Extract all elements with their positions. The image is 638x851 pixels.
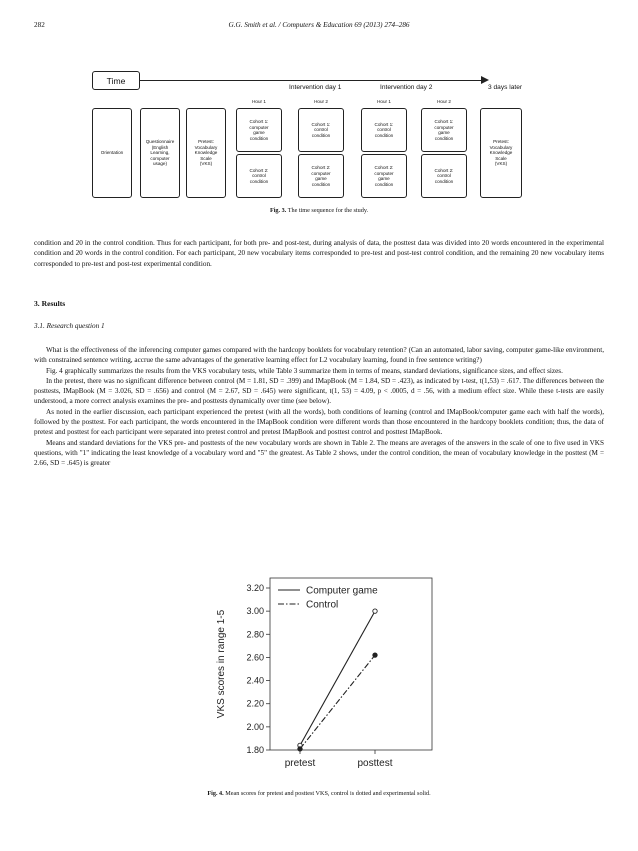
day1-hour1-cohort1-box: Cohort 1: computer game condition bbox=[236, 108, 282, 152]
paragraph-5: As noted in the earlier discussion, each participant experienced the pretest (with all the words), both conditions of learning (control and IMapBook/computer game each with half the words), followed by the posttest. For each participant, the words encountered in the IMapBook condition were different words than those encountered in the hardcopy booklets condition; thus, the data of pretest and posttest for each participant were separated into pretest control and pretest IMapBook and posttest control and posttest IMapBook. bbox=[34, 407, 604, 437]
figure-4-chart bbox=[200, 570, 440, 780]
paragraph-continuation bbox=[34, 238, 604, 269]
subsection-heading: 3.1. Research question 1 bbox=[34, 322, 105, 330]
y-tick-label: 2.40 bbox=[246, 675, 264, 686]
day1-hour2-cohort1-box: Cohort 1: control condition bbox=[298, 108, 344, 152]
y-axis-label: VKS scores in range 1-5 bbox=[216, 609, 227, 719]
paragraph-4: In the pretest, there was no significant difference between control (M = 1.81, SD = .399) and IMapBook (M = 1.84, SD = .423), as indicated by t-test, t(1,53) = .617. The differences between the posttests, IMapBook (M = 3.026, SD = .656) and control (M = 2.67, SD = .645) were significant, t(1, 53) = 4.09, p < .0005, d = .56, with a medium effect size. While these t-tests are easily understood, a more correct analysis examines the pre- and posttests dynamically over time (see below). bbox=[34, 376, 604, 406]
day1-hour2-cohort2-box: Cohort 2: computer game condition bbox=[298, 154, 344, 198]
x-tick-label: posttest bbox=[357, 758, 393, 769]
figure-3-time-sequence bbox=[92, 68, 548, 200]
day2-hour1-label: Hour 1 bbox=[377, 99, 391, 104]
intervention-day2-label: Intervention day 2 bbox=[380, 84, 433, 91]
chart-svg bbox=[200, 570, 440, 780]
paragraph-3: Fig. 4 graphically summarizes the results from the VKS vocabulary tests, while Table 3 summarize them in terms of means, standard deviations, significance sizes, and effect sizes. bbox=[46, 366, 563, 375]
pretest-box: Pretest: Vocabulary Knowledge Scale (VKS) bbox=[186, 108, 226, 198]
figure-4-caption bbox=[0, 790, 638, 797]
series-0-point-1 bbox=[373, 609, 377, 613]
questionnaire-box: Questionnaire (English Learning, computer usage) bbox=[140, 108, 180, 198]
y-tick-label: 2.20 bbox=[246, 698, 264, 709]
time-arrow-line bbox=[140, 80, 486, 81]
y-tick-label: 2.00 bbox=[246, 721, 264, 732]
three-days-later-label: 3 days later bbox=[488, 84, 523, 91]
y-tick-label: 3.20 bbox=[246, 583, 264, 593]
paragraph-2: What is the effectiveness of the inferencing computer games compared with the hardcopy booklets for vocabulary retention? (Can an automated, labor saving, computer game-like environment, with constrained sentence writing, accrue the same advantages of the generative learning effect for L2 vocabulary learning, found in free sentence writing?) bbox=[34, 346, 604, 365]
day1-hour1-label: Hour 1 bbox=[252, 99, 266, 104]
y-tick-label: 2.60 bbox=[246, 652, 264, 663]
series-1-point-1 bbox=[373, 653, 377, 657]
x-tick-label: pretest bbox=[284, 758, 316, 769]
page-number: 282 bbox=[34, 21, 45, 29]
orientation-box: Orientation bbox=[92, 108, 132, 198]
day2-hour2-label: Hour 2 bbox=[437, 99, 451, 104]
intervention-day1-label: Intervention day 1 bbox=[289, 84, 342, 91]
running-header bbox=[34, 21, 604, 33]
time-label: Time bbox=[92, 71, 140, 90]
series-1-point-0 bbox=[298, 747, 302, 751]
day2-hour1-cohort1-box: Cohort 1: control condition bbox=[361, 108, 407, 152]
figure-3-caption bbox=[0, 207, 638, 214]
section-heading: 3. Results bbox=[34, 299, 66, 308]
figure-4-caption-label: Fig. 4. bbox=[207, 790, 224, 797]
figure-3-caption-label: Fig. 3. bbox=[269, 207, 287, 214]
figure-3-caption-text: The time sequence for the study. bbox=[287, 207, 369, 214]
posttest-box: Pretest: Vocabulary Knowledge Scale (VKS) bbox=[480, 108, 522, 198]
series-line-1 bbox=[300, 655, 375, 749]
time-arrow-head bbox=[481, 76, 489, 84]
series-line-0 bbox=[300, 611, 375, 745]
journal-header: G.G. Smith et al. / Computers & Education 69 (2013) 274–286 bbox=[228, 21, 410, 29]
paragraph-1: condition and 20 in the control condition. Thus for each participant, for both pre- and post-test, during analysis of data, the posttest data was divided into 20 words encountered in the experimental condition and 20 words in the control condition. For each participant, 20 new vocabulary items corresponded to pre-test and post-test control condition, and the remaining 20 new vocabulary items corresponded to pre-test and post-test experimental condition. bbox=[34, 239, 604, 268]
legend-label-0: Computer game bbox=[306, 585, 378, 597]
figure-4-caption-text: Mean scores for pretest and posttest VKS, control is dotted and experimental solid. bbox=[225, 790, 431, 797]
y-tick-label: 2.80 bbox=[246, 629, 264, 640]
day2-hour1-cohort2-box: Cohort 2: computer game condition bbox=[361, 154, 407, 198]
y-tick-label: 1.80 bbox=[246, 745, 264, 755]
results-text bbox=[34, 345, 604, 469]
y-tick-label: 3.00 bbox=[246, 606, 264, 617]
day2-hour2-cohort2-box: Cohort 2: control condition bbox=[421, 154, 467, 198]
day2-hour2-cohort1-box: Cohort 1: computer game condition bbox=[421, 108, 467, 152]
legend-label-1: Control bbox=[306, 599, 339, 611]
day1-hour2-label: Hour 2 bbox=[314, 99, 328, 104]
paragraph-6: Means and standard deviations for the VKS pre- and posttests of the new vocabulary words are shown in Table 2. The means are averages of the answers in the scale of one to five used in VKS questions, with "1" indicating the least knowledge of a vocabulary word and "5" the greatest. As Table 2 shows, under the control condition, the mean of vocabulary knowledge in the posttest (M = 2.66, SD = .645) is greater bbox=[34, 438, 604, 468]
day1-hour1-cohort2-box: Cohort 2: control condition bbox=[236, 154, 282, 198]
